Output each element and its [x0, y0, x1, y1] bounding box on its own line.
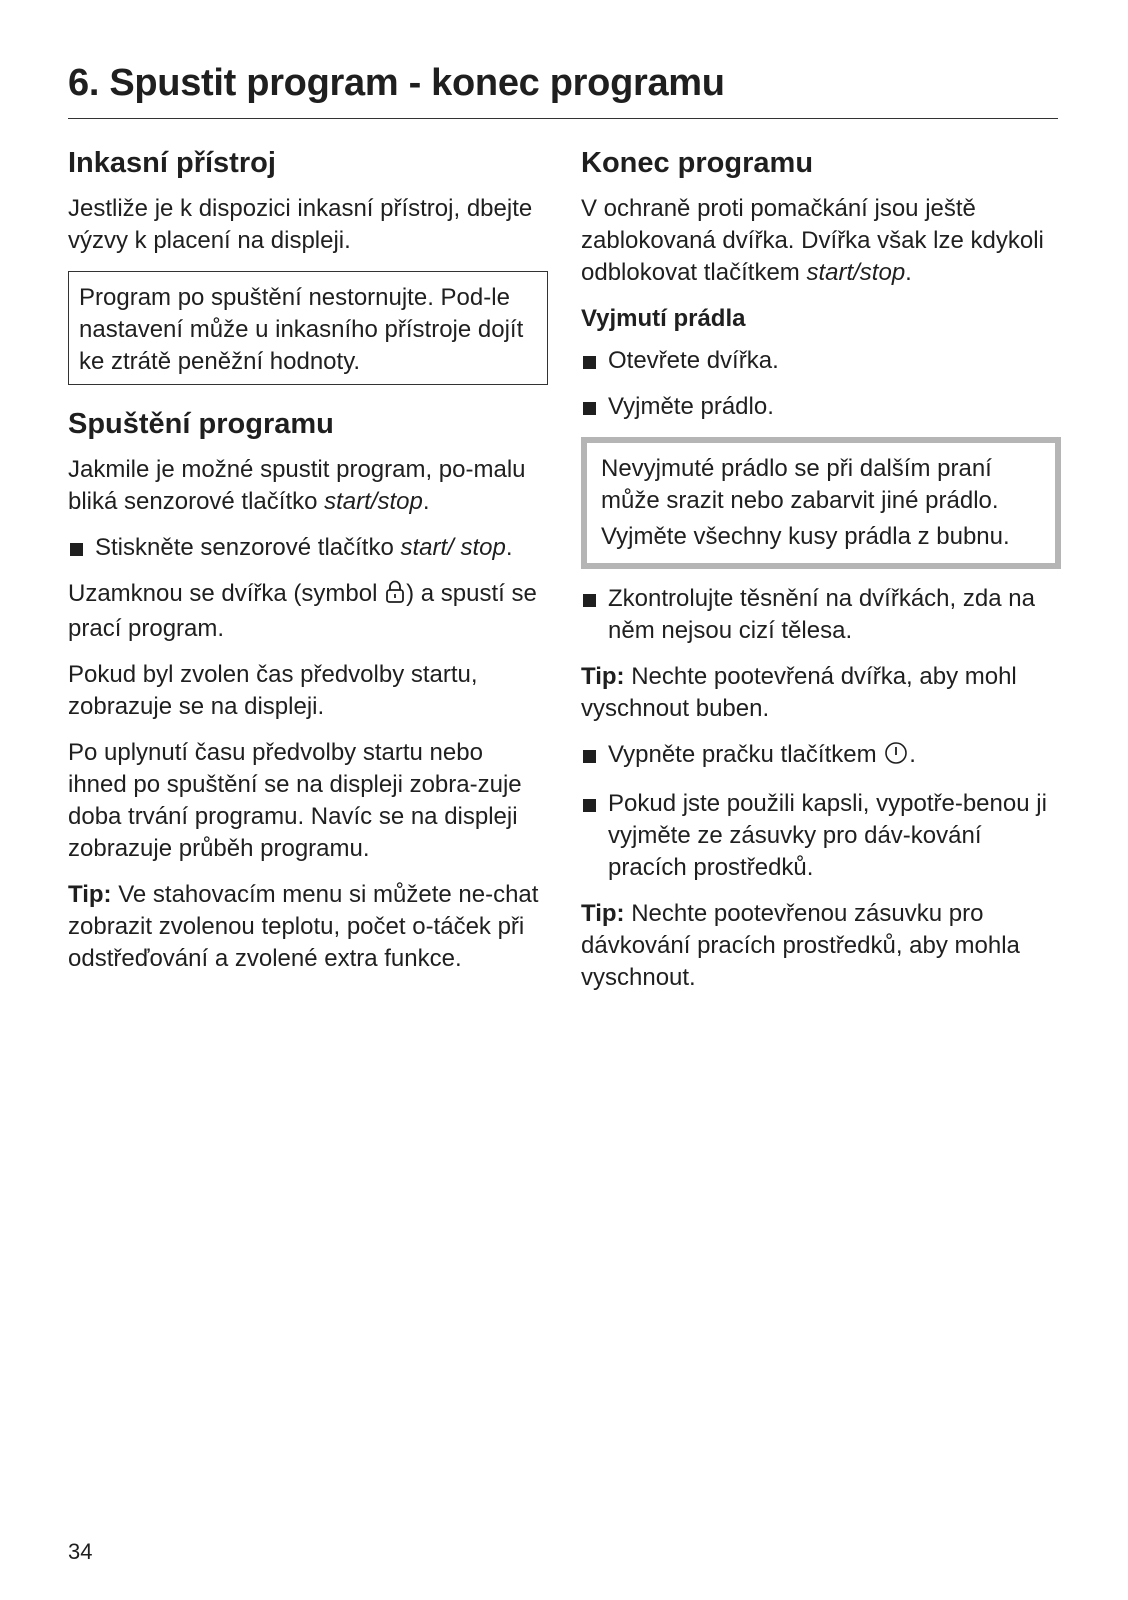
power-icon	[884, 741, 908, 774]
tip-label: Tip:	[581, 899, 625, 927]
start-stop-label: start/ stop	[400, 533, 506, 561]
subheading-remove-laundry: Vyjmutí prádla	[581, 304, 746, 332]
section-heading-end-program: Konec programu	[581, 147, 814, 179]
bullet-square-icon	[583, 402, 596, 415]
list-item	[581, 583, 1061, 647]
start-stop-label: start/stop	[806, 258, 906, 286]
start-program-text	[68, 454, 548, 518]
bullet-square-icon	[583, 594, 596, 607]
text-run: .	[422, 487, 430, 515]
program-duration-text: Po uplynutí času předvolby startu nebo ihned po spuštění se na displeji zobra-zuje doba trvání programu. Navíc se na displeji zobrazuje průběh programu.	[68, 738, 522, 862]
text-run: Nechte pootevřenou zásuvku pro dávkování pracích prostředků, aby mohla vyschnout.	[581, 899, 1020, 991]
text-run: Pokud jste použili kapsli, vypotře-benou ji vyjměte ze zásuvky pro dáv-kování pracích prostředků.	[608, 789, 1047, 881]
warning-box-text: Vyjměte všechny kusy prádla z bubnu.	[601, 522, 1010, 550]
tip-text	[581, 898, 1061, 994]
bullet-square-icon	[583, 750, 596, 763]
text-run: Jakmile je možné spustit program, po-malu bliká senzorové tlačítko	[68, 455, 526, 515]
list-item	[68, 532, 548, 564]
list-item	[581, 788, 1061, 884]
text-run: .	[505, 533, 513, 561]
lock-icon	[385, 580, 405, 613]
text-run: Ve stahovacím menu si můžete ne-chat zobrazit zvolenou teplotu, počet o-táček při odstřeďování a zvolené extra funkce.	[68, 880, 539, 972]
text-run: V ochraně proti pomačkání jsou ještě zablokovaná dvířka. Dvířka však lze kdykoli odblokovat tlačítkem	[581, 194, 1044, 286]
end-program-text	[581, 193, 1061, 289]
tip-label: Tip:	[581, 662, 625, 690]
section-start-program	[68, 407, 548, 975]
page-number: 34	[68, 1539, 93, 1564]
text-run: .	[909, 740, 916, 768]
text-run: Vypněte pračku tlačítkem	[608, 740, 884, 768]
title-divider	[68, 118, 1058, 119]
page-title: 6. Spustit program - konec programu	[68, 62, 725, 104]
right-column	[581, 146, 1061, 1008]
list-item	[581, 345, 1061, 377]
text-run: Vyjměte prádlo.	[608, 392, 774, 420]
delay-start-text: Pokud byl zvolen čas předvolby startu, zobrazuje se na displeji.	[68, 660, 478, 720]
warning-box-text: Nevyjmuté prádlo se při dalším praní může srazit nebo zabarvit jiné prádlo.	[601, 454, 999, 514]
section-end-program	[581, 146, 1061, 994]
tip-label: Tip:	[68, 880, 112, 908]
start-stop-label: start/stop	[324, 487, 423, 515]
warning-box	[68, 271, 548, 385]
tip-text	[68, 879, 548, 975]
bullet-square-icon	[583, 799, 596, 812]
text-run: .	[905, 258, 912, 286]
list-item	[581, 391, 1061, 423]
bullet-square-icon	[583, 356, 596, 369]
bullet-square-icon	[70, 543, 83, 556]
text-run: Otevřete dvířka.	[608, 346, 779, 374]
text-run: ) a spustí se prací program.	[68, 579, 537, 642]
text-run: Uzamknou se dvířka (symbol	[68, 579, 385, 607]
door-lock-text	[68, 578, 548, 645]
list-item	[581, 739, 1061, 774]
warning-box-text: Program po spuštění nestornujte. Pod-le nastavení může u inkasního přístroje dojít ke ztrátě peněžní hodnoty.	[79, 283, 524, 375]
payment-device-text: Jestliže je k dispozici inkasní přístroj, dbejte výzvy k placení na displeji.	[68, 194, 533, 254]
warning-box-gray	[581, 437, 1061, 569]
section-heading-payment-device: Inkasní přístroj	[68, 147, 276, 179]
text-run: Nechte pootevřená dvířka, aby mohl vyschnout buben.	[581, 662, 1017, 722]
text-run: Zkontrolujte těsnění na dvířkách, zda na něm nejsou cizí tělesa.	[608, 584, 1035, 644]
left-column	[68, 146, 548, 989]
section-payment-device	[68, 146, 548, 385]
tip-text	[581, 661, 1061, 725]
section-heading-start-program: Spuštění programu	[68, 407, 334, 440]
text-run: Stiskněte senzorové tlačítko	[95, 533, 401, 561]
